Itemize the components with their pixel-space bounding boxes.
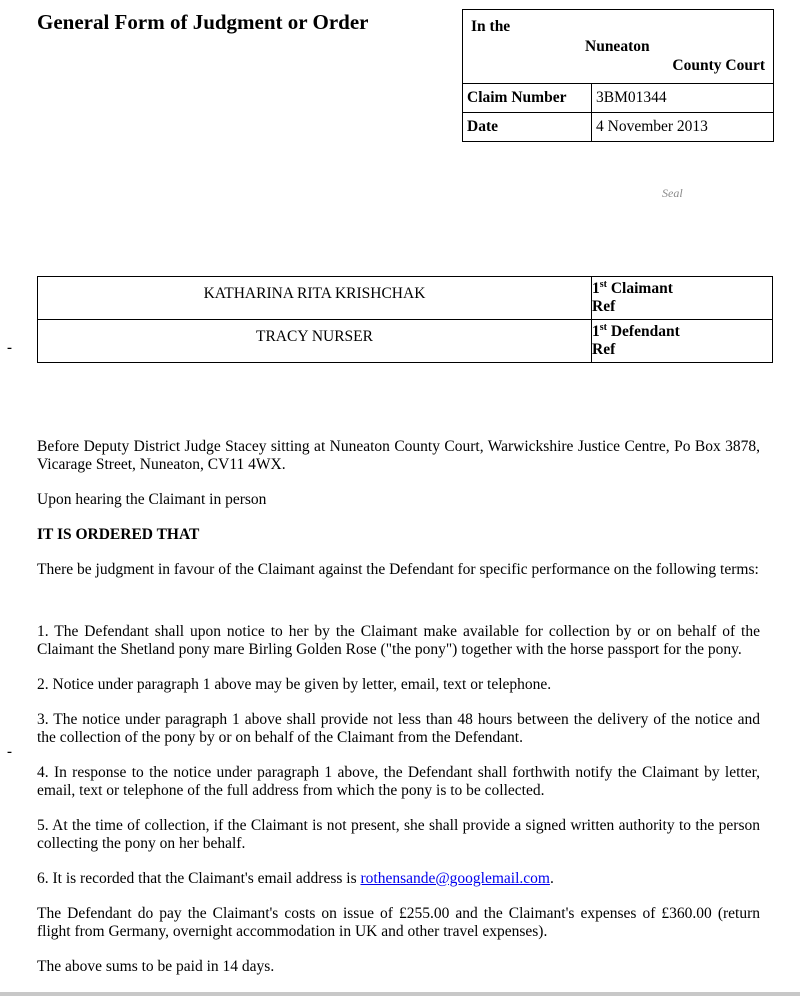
order-term-3: 3. The notice under paragraph 1 above shall provide not less than 48 hours between the delivery of the notice and the collection of the pony by or on behalf of the Claimant from the Defendant. <box>37 711 760 746</box>
order-term-2: 2. Notice under paragraph 1 above may be given by letter, email, text or telephone. <box>37 676 552 693</box>
upon-hearing-paragraph: Upon hearing the Claimant in person <box>37 491 267 508</box>
court-type: County Court <box>672 57 765 74</box>
page-bottom-edge <box>0 992 800 996</box>
date-label: Date <box>463 113 592 141</box>
margin-mark: - <box>7 340 12 356</box>
defendant-role <box>592 320 772 362</box>
claim-number-value: 3BM01344 <box>596 89 667 106</box>
claimant-role <box>592 277 772 319</box>
order-body <box>37 438 760 993</box>
ordered-heading: IT IS ORDERED THAT <box>37 526 200 543</box>
order-term-6 <box>37 870 760 888</box>
margin-mark: - <box>7 744 12 760</box>
seal-placeholder: Seal <box>662 186 683 200</box>
defendant-ordinal: 1 <box>592 323 600 340</box>
judgment-paragraph: There be judgment in favour of the Claimant against the Defendant for specific performance on the following terms: <box>37 561 759 578</box>
email-suffix: . <box>549 870 554 887</box>
party-row-claimant <box>38 277 772 319</box>
before-judge-paragraph: Before Deputy District Judge Stacey sitting at Nuneaton County Court, Warwickshire Justice Centre, Po Box 3878, Vicarage Street, Nuneaton, CV11 4WX. <box>37 438 760 473</box>
claimant-ordinal-suffix: st <box>599 278 607 290</box>
costs-paragraph: The Defendant do pay the Claimant's costs on issue of £255.00 and the Claimant's expenses of £360.00 (return flight from Germany, overnight accommodation in UK and other travel expenses). <box>37 905 760 940</box>
form-title: General Form of Judgment or Order <box>37 10 369 34</box>
email-prefix: 6. It is recorded that the Claimant's email address is <box>37 870 361 887</box>
party-row-defendant <box>38 319 772 362</box>
in-the-label: In the <box>471 18 511 35</box>
payment-terms-paragraph: The above sums to be paid in 14 days. <box>37 958 275 975</box>
order-term-1: 1. The Defendant shall upon notice to her by the Claimant make available for collection by or on behalf of the Claimant the Shetland pony mare Birling Golden Rose ("the pony") together with the horse passport for the pony. <box>37 623 760 658</box>
claimant-email-link[interactable]: rothensande@googlemail.com <box>360 870 550 887</box>
date-value: 4 November 2013 <box>596 118 708 135</box>
court-name-cell <box>463 10 773 84</box>
claim-number-row <box>463 84 773 112</box>
defendant-role-label: Defendant <box>610 323 680 340</box>
court-town: Nuneaton <box>585 38 650 55</box>
order-term-5: 5. At the time of collection, if the Claimant is not present, she shall provide a signed written authority to the person collecting the pony on her behalf. <box>37 817 760 852</box>
claimant-ref-label: Ref <box>592 298 616 315</box>
claimant-name: KATHARINA RITA KRISHCHAK <box>38 277 592 319</box>
parties-table <box>37 276 773 363</box>
defendant-ref-label: Ref <box>592 341 616 358</box>
claim-number-label: Claim Number <box>463 84 592 112</box>
claimant-ordinal: 1 <box>592 280 600 297</box>
claimant-role-label: Claimant <box>610 280 673 297</box>
order-term-4: 4. In response to the notice under paragraph 1 above, the Defendant shall forthwith notify the Claimant by letter, email, text or telephone of the full address from which the pony is to be collected. <box>37 764 760 799</box>
defendant-name: TRACY NURSER <box>38 320 592 362</box>
defendant-ordinal-suffix: st <box>599 321 607 333</box>
date-row <box>463 112 773 141</box>
court-details-box <box>462 9 774 142</box>
